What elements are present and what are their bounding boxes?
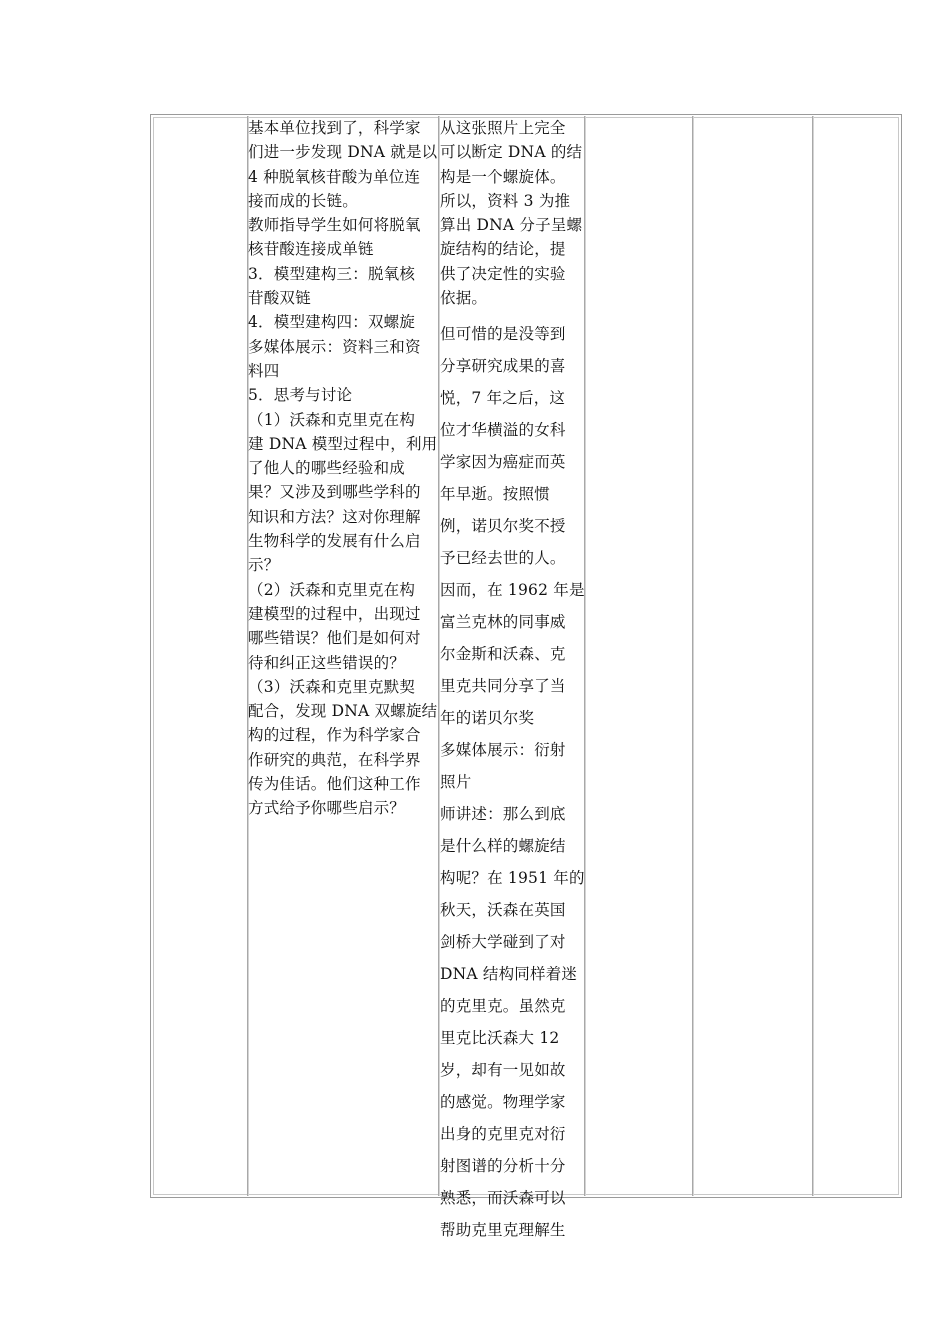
text-line: 多媒体展示：资料三和资 [248,337,421,356]
text-line: 构的过程，作为科学家合 [248,726,421,745]
text-line: 知识和方法？这对你理解 [248,507,421,526]
text-line: （2）沃森和克里克在构 [248,580,416,599]
teacher-narration-cell [440,116,586,1246]
text-line: 位才华横溢的女科 [440,421,566,440]
text-line: 作研究的典范，在科学界 [248,750,421,769]
narration-block-photo [440,116,586,310]
text-line: DNA 结构同样着迷 [440,965,578,984]
text-line: （3）沃森和克里克默契 [248,677,416,696]
text-line: 悦，7 年之后，这 [440,389,566,408]
text-line: 可以断定 DNA 的结 [440,143,583,162]
text-line: 果？又涉及到哪些学科的 [248,483,421,502]
text-line: 富兰克林的同事威 [440,613,566,632]
text-line: 待和纠正这些错误的？ [248,653,406,672]
text-line: 照片 [440,773,472,792]
text-line: 传为佳话。他们这种工作 [248,775,421,794]
text-line: 所以，资料 3 为推 [440,191,571,210]
text-line: 出身的克里克对衍 [440,1125,566,1144]
text-line: 4．模型建构四：双螺旋 [248,313,416,332]
text-line: 多媒体展示：衍射 [440,741,566,760]
text-line: 年的诺贝尔奖 [440,709,535,728]
narration-block-franklin [440,318,586,734]
column-divider [812,116,814,1196]
text-line: 示？ [248,556,280,575]
text-line: 射图谱的分析十分 [440,1157,566,1176]
text-line: 里克比沃森大 12 [440,1029,560,1048]
text-line: 们进一步发现 DNA 就是以 [248,143,438,162]
text-line: 的感觉。物理学家 [440,1093,566,1112]
text-line: 分享研究成果的喜 [440,357,566,376]
text-line: 但可惜的是没等到 [440,325,566,344]
text-line: 建模型的过程中，出现过 [248,604,421,623]
text-line: 教师指导学生如何将脱氧 [248,216,421,235]
text-line: 里克共同分享了当 [440,677,566,696]
text-line: 5．思考与讨论 [248,386,353,405]
text-line: 从这张照片上完全 [440,119,566,137]
text-line: 岁，却有一见如故 [440,1061,566,1080]
text-line: 旋结构的结论，提 [440,240,566,259]
text-line: 年早逝。按照惯 [440,485,550,504]
text-line: 熟悉，而沃森可以 [440,1189,566,1208]
text-line: 哪些错误？他们是如何对 [248,629,421,648]
text-line: 建 DNA 模型过程中，利用 [248,434,438,453]
text-line: 苷酸双链 [248,289,311,308]
text-line: 例，诺贝尔奖不授 [440,517,566,536]
text-line: 生物科学的发展有什么启 [248,532,421,551]
text-line: 接而成的长链。 [248,191,358,210]
text-line: （1）沃森和克里克在构 [248,410,416,429]
text-line: 尔金斯和沃森、克 [440,645,566,664]
text-line: 师讲述：那么到底 [440,805,566,824]
text-line: 的克里克。虽然克 [440,997,566,1016]
text-line: 3．模型建构三：脱氧核 [248,264,416,283]
text-line: 4 种脱氧核苷酸为单位连 [248,167,421,186]
text-line: 供了决定性的实验 [440,264,566,283]
teaching-content-cell [248,116,438,821]
text-line: 配合，发现 DNA 双螺旋结 [248,702,438,721]
text-line: 是什么样的螺旋结 [440,837,566,856]
text-line: 因而，在 1962 年是 [440,581,585,600]
narration-block-diffraction [440,734,586,1246]
text-line: 学家因为癌症而英 [440,453,566,472]
text-line: 核苷酸连接成单链 [248,240,374,259]
text-line: 剑桥大学碰到了对 [440,933,566,952]
text-line: 帮助克里克理解生 [440,1221,566,1240]
text-line: 构是一个螺旋体。 [440,167,566,186]
text-line: 方式给予你哪些启示？ [248,799,406,818]
text-line: 予已经去世的人。 [440,549,566,568]
text-line: 了他人的哪些经验和成 [248,459,406,478]
column-divider [692,116,694,1196]
text-line: 算出 DNA 分子呈螺 [440,216,583,235]
text-line: 构呢？在 1951 年的 [440,869,585,888]
text-line: 料四 [248,361,280,380]
text-line: 基本单位找到了，科学家 [248,119,421,137]
text-line: 秋天，沃森在英国 [440,901,566,920]
text-line: 依据。 [440,289,488,308]
